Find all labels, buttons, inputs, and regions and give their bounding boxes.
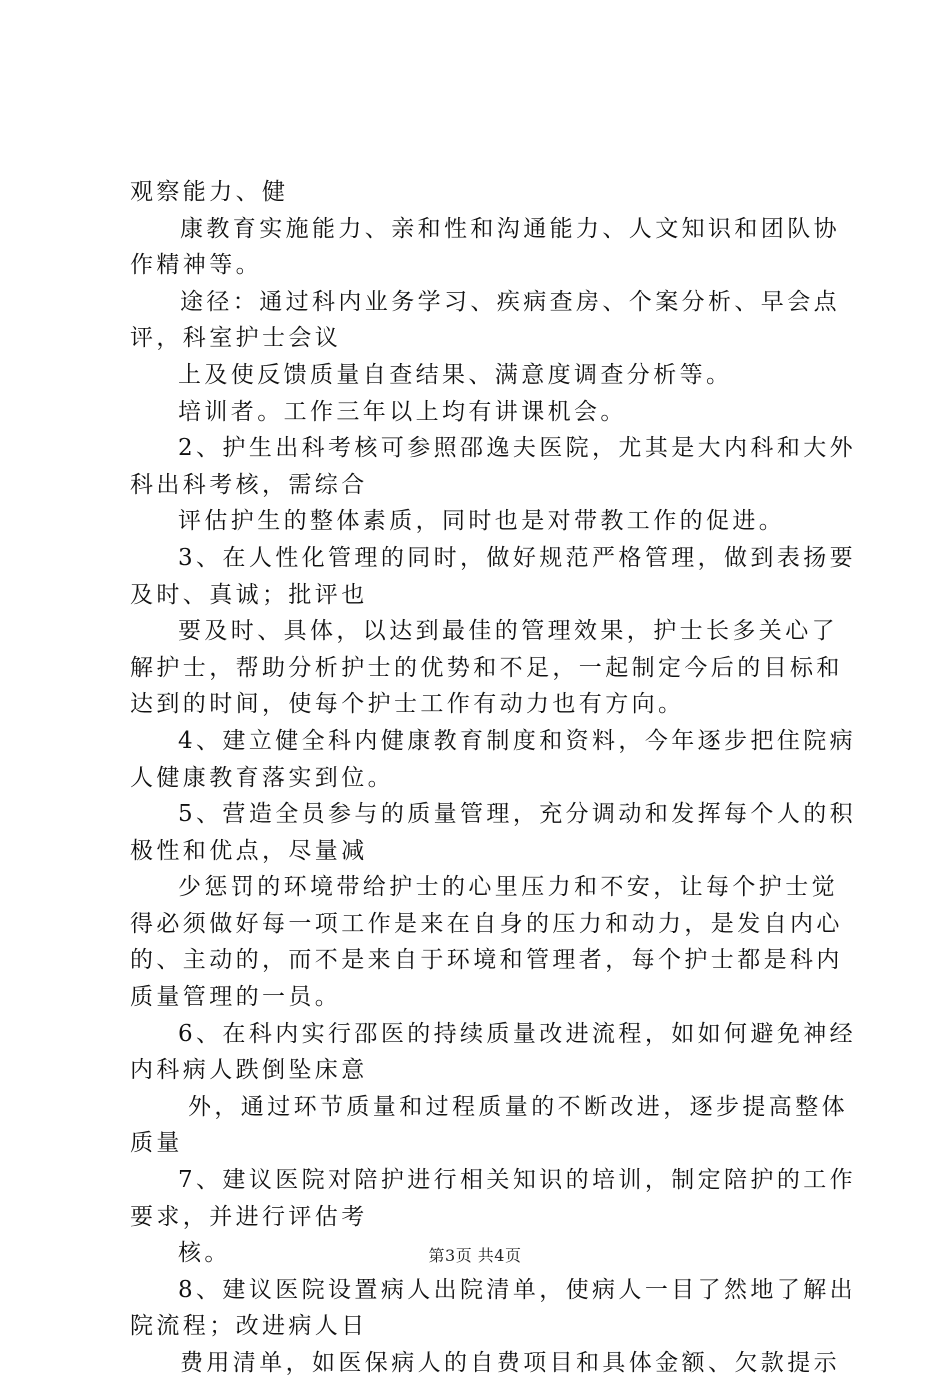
text-line: 康教育实施能力、亲和性和沟通能力、人文知识和团队协: [180, 215, 840, 242]
text-line: 核。: [178, 1240, 231, 1267]
text-line: 达到的时间，使每个护士工作有动力也有方向。: [130, 691, 685, 718]
text-line: 上及使反馈质量自查结果、满意度调查分析等。: [178, 361, 733, 388]
text-line: 质量管理的一员。: [130, 984, 342, 1011]
text-line: 途径：通过科内业务学习、疾病查房、个案分析、早会点: [180, 288, 840, 315]
text-line: 要及时、具体，以达到最佳的管理效果，护士长多关心了: [178, 618, 838, 645]
text-line: 外，通过环节质量和过程质量的不断改进，逐步提高整体: [188, 1093, 848, 1120]
text-line: 科出科考核，需综合: [130, 471, 368, 498]
text-line: 5、营造全员参与的质量管理，充分调动和发挥每个人的积: [178, 801, 857, 828]
text-line: 培训者。工作三年以上均有讲课机会。: [178, 398, 627, 425]
text-line: 极性和优点，尽量减: [130, 837, 368, 864]
text-line: 少惩罚的环境带给护士的心里压力和不安，让每个护士觉: [178, 874, 838, 901]
page-number-footer: 第3页 共4页: [428, 1246, 522, 1265]
text-line: 评估护生的整体素质，同时也是对带教工作的促进。: [178, 508, 786, 535]
text-line: 及时、真诚；批评也: [130, 581, 368, 608]
document-body: [130, 174, 857, 1382]
text-line: 评，科室护士会议: [130, 325, 342, 352]
text-line: 6、在科内实行邵医的持续质量改进流程，如如何避免神经: [178, 1020, 857, 1047]
text-line: 内科病人跌倒坠床意: [130, 1057, 368, 1084]
text-line: 观察能力、健: [130, 179, 289, 205]
text-line: 8、建议医院设置病人出院清单，使病人一目了然地了解出: [178, 1276, 857, 1303]
text-line: 院流程；改进病人日: [130, 1313, 368, 1340]
text-line: 2、护生出科考核可参照邵逸夫医院，尤其是大内科和大外: [178, 435, 857, 462]
text-line: 费用清单，如医保病人的自费项目和具体金额、欠款提示: [180, 1350, 840, 1376]
text-line: 质量: [130, 1130, 183, 1157]
text-line: 4、建立健全科内健康教育制度和资料，今年逐步把住院病: [178, 727, 857, 754]
text-line: 得必须做好每一项工作是来在自身的压力和动力，是发自内心: [130, 910, 843, 937]
text-line: 要求，并进行评估考: [130, 1203, 368, 1230]
text-line: 解护士，帮助分析护士的优势和不足，一起制定今后的目标和: [130, 654, 843, 681]
text-line: 7、建议医院对陪护进行相关知识的培训，制定陪护的工作: [178, 1167, 857, 1194]
text-line: 人健康教育落实到位。: [130, 764, 394, 791]
text-line: 的、主动的，而不是来自于环境和管理者，每个护士都是科内: [130, 947, 843, 974]
text-line: 作精神等。: [130, 252, 262, 279]
text-line: 3、在人性化管理的同时，做好规范严格管理，做到表扬要: [178, 544, 857, 571]
